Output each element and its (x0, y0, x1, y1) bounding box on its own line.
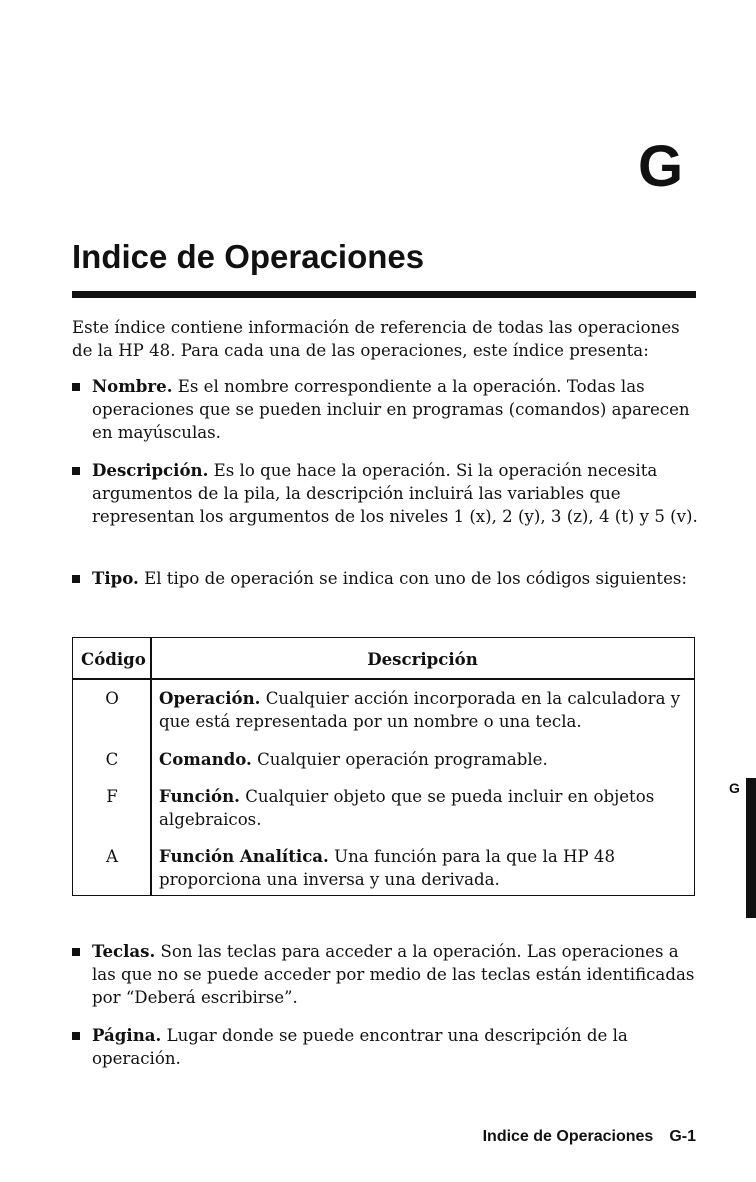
footer-section-title: Indice de Operaciones (482, 1128, 654, 1145)
bullet-body: El tipo de operación se indica con uno de los códigos siguientes: (138, 569, 688, 588)
bullet-item-descripcion (72, 459, 702, 528)
table-cell-code: C (105, 750, 119, 769)
bullet-term: Teclas. (92, 941, 156, 961)
table-cell-code: A (106, 847, 118, 866)
table-cell-code: O (105, 689, 119, 708)
chapter-letter: G (638, 134, 684, 199)
side-tab-letter: G (729, 780, 740, 796)
table-cell-term: Operación. (159, 688, 261, 708)
bullet-text (92, 459, 702, 528)
bullet-term: Nombre. (92, 376, 173, 396)
table-cell-text: Una función para la que la HP 48 proporciona una inversa y una derivada. (159, 847, 616, 889)
bullet-mark (72, 575, 80, 583)
table-header-description: Descripción (367, 649, 478, 669)
table-cell-code: F (106, 787, 118, 806)
bullet-body: Es el nombre correspondiente a la operación. Todas las operaciones que se pueden incluir en programas (comandos) aparecen en mayúsculas. (92, 377, 690, 442)
type-codes-table (72, 637, 695, 896)
bullet-term: Descripción. (92, 460, 209, 480)
page-footer (483, 1128, 696, 1146)
side-tab-bar (746, 778, 756, 918)
table-cell-text: Cualquier objeto que se pueda incluir en objetos algebraicos. (159, 787, 655, 829)
bullet-term: Página. (92, 1025, 162, 1045)
footer-page-number: G-1 (669, 1128, 696, 1145)
table-cell-text: Cualquier acción incorporada en la calculadora y que está representada por un nombre o una tecla. (159, 689, 681, 731)
table-cell-text: Cualquier operación programable. (251, 750, 548, 769)
table-cell-description (159, 845, 689, 891)
bullet-body: Son las teclas para acceder a la operación. Las operaciones a las que no se puede acceder por medio de las teclas están identificadas por “Deberá escribirse”. (92, 942, 695, 1007)
bullet-text (92, 375, 702, 444)
bullet-text (92, 1024, 702, 1070)
table-cell-term: Función Analítica. (159, 846, 329, 866)
bullet-item-tipo (72, 567, 702, 590)
table-cell-description (159, 785, 689, 831)
bullet-body: Lugar donde se puede encontrar una descripción de la operación. (92, 1026, 628, 1068)
bullet-body: Es lo que hace la operación. Si la operación necesita argumentos de la pila, la descripción incluirá las variables que representan los argumentos de los niveles 1 (x), 2 (y), 3 (z), 4 (t) y 5 (v). (92, 461, 698, 526)
table-header-code: Código (81, 649, 146, 669)
table-cell-description (159, 687, 689, 733)
table-cell-term: Función. (159, 786, 240, 806)
table-header-rule (73, 678, 694, 680)
bullet-mark (72, 948, 80, 956)
table-cell-term: Comando. (159, 749, 252, 769)
table-cell-description (159, 748, 689, 771)
title-rule (72, 291, 696, 298)
bullet-text (92, 940, 702, 1009)
bullet-mark (72, 383, 80, 391)
page-title: Indice de Operaciones (72, 238, 425, 275)
bullet-term: Tipo. (92, 568, 139, 588)
bullet-item-teclas (72, 940, 702, 1009)
intro-paragraph: Este índice contiene información de referencia de todas las operaciones de la HP 48. Para cada una de las operaciones, este índice presenta: (72, 318, 680, 360)
bullet-mark (72, 1032, 80, 1040)
bullet-mark (72, 467, 80, 475)
bullet-item-pagina (72, 1024, 702, 1070)
bullet-item-nombre (72, 375, 702, 444)
bullet-text (92, 567, 702, 590)
